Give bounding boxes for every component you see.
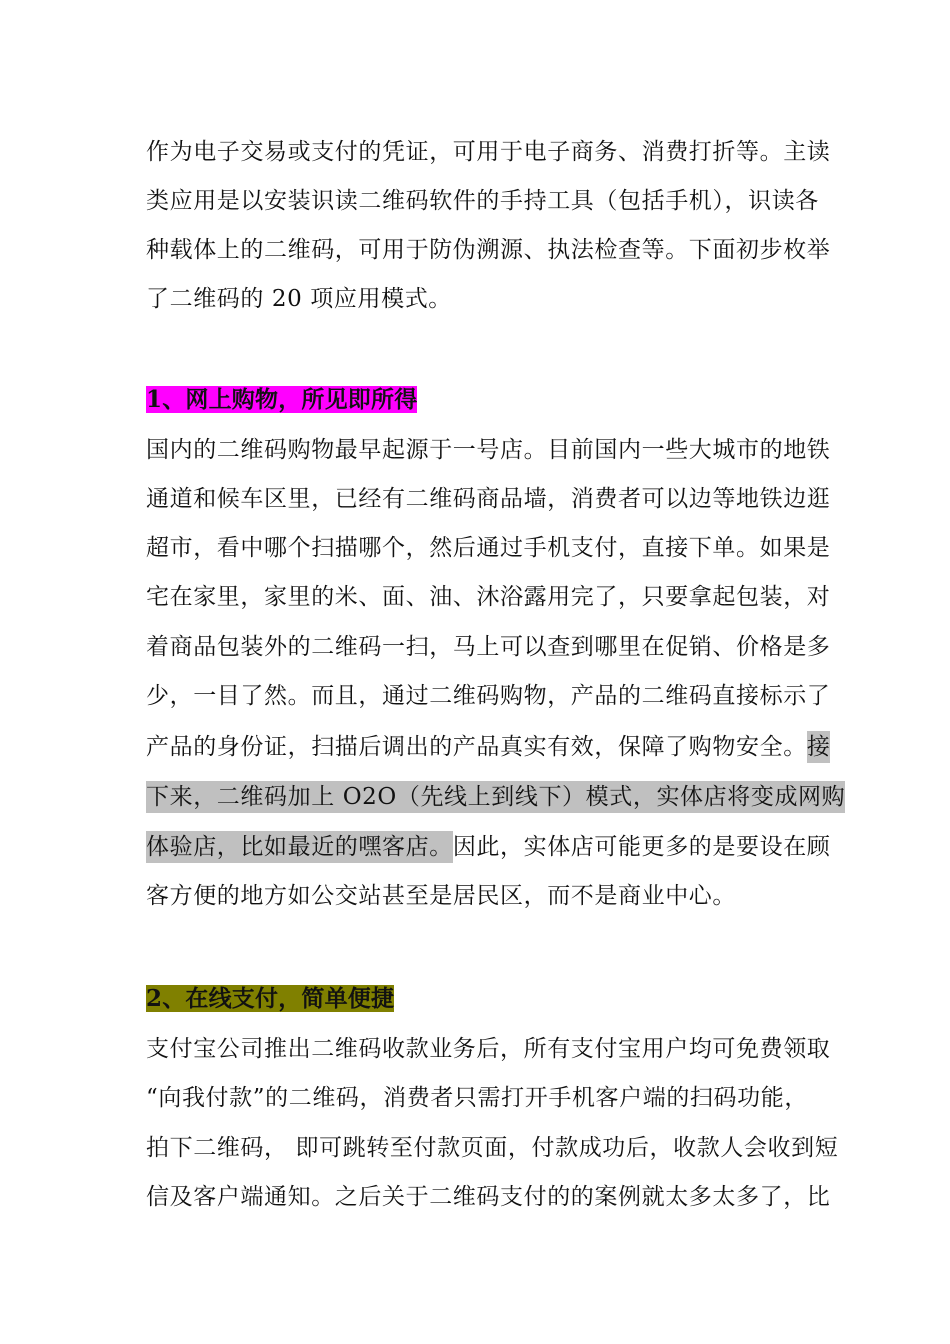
section-1-line-6: 少，一目了然。而且，通过二维码购物，产品的二维码直接标示了 xyxy=(146,683,831,709)
intro-line-2: 类应用是以安装识读二维码软件的手持工具（包括手机），识读各 xyxy=(146,188,819,214)
section-2-heading: 2、在线支付，简单便捷 xyxy=(146,985,395,1012)
intro-line-1: 作为电子交易或支付的凭证，可用于电子商务、消费打折等。主读 xyxy=(146,139,831,165)
intro-line-4: 了二维码的 20 项应用模式。 xyxy=(146,286,452,312)
section-1-line-1: 国内的二维码购物最早起源于一号店。目前国内一些大城市的地铁 xyxy=(146,437,831,463)
section-1-line-7 xyxy=(146,727,831,767)
section-2-line-4: 信及客户端通知。之后关于二维码支付的的案例就太多太多了，比 xyxy=(146,1184,831,1210)
section-1-line-4: 宅在家里，家里的米、面、油、沐浴露用完了，只要拿起包装，对 xyxy=(146,584,831,610)
section-1-line-3: 超市，看中哪个扫描哪个，然后通过手机支付，直接下单。如果是 xyxy=(146,535,831,561)
section-1-marked-text-end: 体验店，比如最近的嘿客店。 xyxy=(146,831,453,863)
section-1-line-8 xyxy=(146,777,846,817)
section-2-line-2: “向我付款”的二维码，消费者只需打开手机客户端的扫码功能， xyxy=(146,1085,808,1111)
section-1-heading-line xyxy=(146,380,811,420)
section-1-marked-text-middle: 下来，二维码加上 O2O（先线上到线下）模式，实体店将变成网购 xyxy=(146,781,845,813)
section-1-line-5: 着商品包装外的二维码一扫，马上可以查到哪里在促销、价格是多 xyxy=(146,634,831,660)
section-1-line-9 xyxy=(146,827,831,867)
intro-line-3: 种载体上的二维码，可用于防伪溯源、执法检查等。下面初步枚举 xyxy=(146,237,831,263)
section-1-line-7-plain: 产品的身份证，扫描后调出的产品真实有效，保障了购物安全。 xyxy=(146,734,807,760)
section-1-heading: 1、网上购物，所见即所得 xyxy=(146,386,418,413)
section-1-marked-text-start: 接 xyxy=(807,731,831,763)
section-1-line-10: 客方便的地方如公交站甚至是居民区，而不是商业中心。 xyxy=(146,883,736,909)
section-1-line-9-plain: 因此，实体店可能更多的是要设在顾 xyxy=(452,834,831,860)
section-2-line-3: 拍下二维码， 即可跳转至付款页面，付款成功后，收款人会收到短 xyxy=(146,1135,839,1161)
section-2-heading-line xyxy=(146,979,811,1019)
section-2-line-1: 支付宝公司推出二维码收款业务后，所有支付宝用户均可免费领取 xyxy=(146,1036,831,1062)
section-1-line-2: 通道和候车区里，已经有二维码商品墙，消费者可以边等地铁边逛 xyxy=(146,486,831,512)
